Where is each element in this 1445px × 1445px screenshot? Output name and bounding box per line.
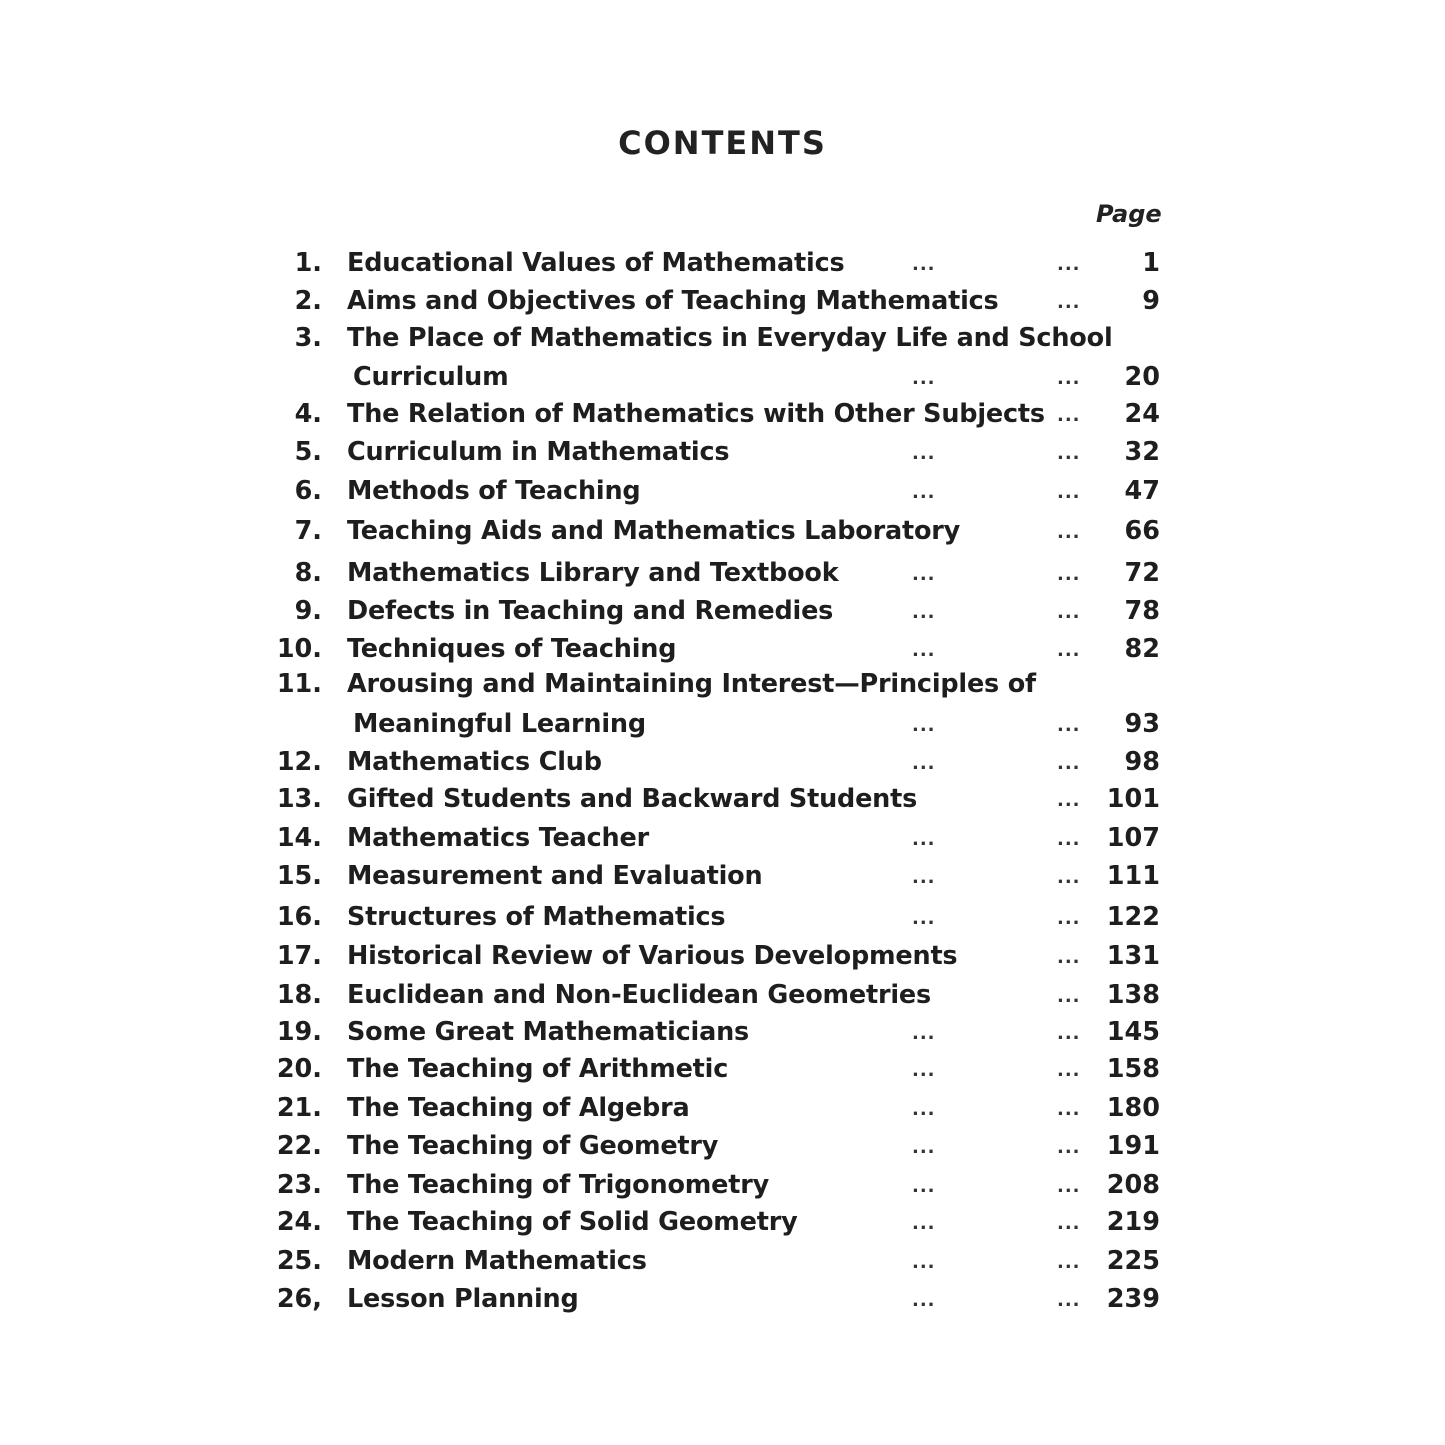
toc-entry-number: 26, (276, 1284, 322, 1314)
toc-entry-title: The Teaching of Algebra (347, 1093, 690, 1123)
leader-dots: ... (912, 1023, 936, 1044)
toc-entry-title: The Teaching of Solid Geometry (347, 1207, 798, 1237)
leader-dots: ... (1057, 482, 1081, 503)
toc-entry-page-number: 239 (1106, 1284, 1160, 1314)
toc-entry (0, 630, 1445, 668)
toc-entry (0, 665, 1445, 703)
toc-entry-number: 11. (276, 669, 322, 699)
toc-entry-title: Techniques of Teaching (347, 634, 677, 664)
leader-dots: ... (912, 640, 936, 661)
toc-entry-title: Teaching Aids and Mathematics Laboratory (347, 516, 961, 546)
toc-entry (0, 472, 1445, 510)
toc-entry-title: Methods of Teaching (347, 476, 641, 506)
toc-entry (0, 1242, 1445, 1280)
leader-dots: ... (912, 1290, 936, 1311)
toc-entry-title: The Place of Mathematics in Everyday Life and School (347, 323, 1113, 353)
leader-dots: ... (1057, 947, 1081, 968)
toc-entry-page-number: 1 (1142, 248, 1160, 278)
toc-entry-title: Mathematics Library and Textbook (347, 558, 839, 588)
toc-entry (0, 433, 1445, 471)
toc-entry-page-number: 47 (1124, 476, 1160, 506)
toc-entry-number: 4. (294, 399, 322, 429)
leader-dots: ... (912, 443, 936, 464)
toc-entry (0, 282, 1445, 320)
toc-entry-page-number: 219 (1106, 1207, 1160, 1237)
toc-entry-page-number: 145 (1106, 1017, 1160, 1047)
toc-entry-page-number: 138 (1106, 980, 1160, 1010)
leader-dots: ... (912, 1137, 936, 1158)
toc-entry-title: Mathematics Teacher (347, 823, 649, 853)
leader-dots: ... (912, 1252, 936, 1273)
toc-entry-number: 16. (276, 902, 322, 932)
leader-dots: ... (1057, 443, 1081, 464)
leader-dots: ... (912, 1176, 936, 1197)
toc-entry-title: Euclidean and Non-Euclidean Geometries (347, 980, 931, 1010)
toc-entry-number: 13. (276, 784, 322, 814)
leader-dots: ... (1057, 908, 1081, 929)
leader-dots: ... (1057, 715, 1081, 736)
toc-entry-title: Educational Values of Mathematics (347, 248, 845, 278)
leader-dots: ... (912, 254, 936, 275)
toc-entry-page-number: 24 (1124, 399, 1160, 429)
leader-dots: ... (912, 908, 936, 929)
toc-entry-page-number: 20 (1124, 362, 1160, 392)
toc-entry (0, 937, 1445, 975)
leader-dots: ... (912, 482, 936, 503)
page-column-label: Page (1096, 200, 1162, 228)
toc-entry-title: Gifted Students and Backward Students (347, 784, 918, 814)
toc-entry-title: Arousing and Maintaining Interest—Principles of (347, 669, 1036, 699)
leader-dots: ... (1057, 564, 1081, 585)
toc-entry (0, 592, 1445, 630)
toc-entry-title: Curriculum in Mathematics (347, 437, 730, 467)
toc-entry-page-number: 107 (1106, 823, 1160, 853)
toc-entry (0, 1203, 1445, 1241)
toc-entry (0, 1280, 1445, 1318)
leader-dots: ... (1057, 829, 1081, 850)
toc-entry (0, 554, 1445, 592)
leader-dots: ... (1057, 640, 1081, 661)
toc-entry (0, 395, 1445, 433)
toc-entry-number: 10. (276, 634, 322, 664)
leader-dots: ... (1057, 405, 1081, 426)
toc-entry-continuation (0, 705, 1445, 743)
toc-entry-title: Measurement and Evaluation (347, 861, 763, 891)
toc-entry-title: Structures of Mathematics (347, 902, 726, 932)
leader-dots: ... (912, 867, 936, 888)
toc-entry-number: 7. (294, 516, 322, 546)
leader-dots: ... (1057, 602, 1081, 623)
toc-entry (0, 319, 1445, 357)
leader-dots: ... (1057, 867, 1081, 888)
toc-entry (0, 857, 1445, 895)
toc-entry (0, 819, 1445, 857)
toc-entry-page-number: 82 (1124, 634, 1160, 664)
toc-entry-number: 6. (294, 476, 322, 506)
toc-entry (0, 1089, 1445, 1127)
toc-entry (0, 976, 1445, 1014)
toc-entry-number: 24. (276, 1207, 322, 1237)
toc-entry-page-number: 158 (1106, 1054, 1160, 1084)
toc-entry-page-number: 9 (1142, 286, 1160, 316)
leader-dots: ... (1057, 254, 1081, 275)
toc-entry-title: Lesson Planning (347, 1284, 579, 1314)
toc-entry-number: 18. (276, 980, 322, 1010)
toc-entry-title: Historical Review of Various Developments (347, 941, 958, 971)
leader-dots: ... (1057, 292, 1081, 313)
toc-entry-page-number: 131 (1106, 941, 1160, 971)
toc-entry-continuation (0, 358, 1445, 396)
toc-entry-number: 17. (276, 941, 322, 971)
page-title: CONTENTS (618, 124, 827, 162)
toc-entry-number: 23. (276, 1170, 322, 1200)
leader-dots: ... (1057, 1060, 1081, 1081)
leader-dots: ... (1057, 1099, 1081, 1120)
toc-entry-title-continued: Meaningful Learning (353, 709, 646, 739)
toc-entry-number: 9. (294, 596, 322, 626)
toc-entry-title: The Teaching of Arithmetic (347, 1054, 729, 1084)
toc-entry-page-number: 32 (1124, 437, 1160, 467)
leader-dots: ... (912, 564, 936, 585)
toc-entry (0, 1166, 1445, 1204)
toc-entry-page-number: 72 (1124, 558, 1160, 588)
toc-entry-number: 8. (294, 558, 322, 588)
toc-entry-number: 22. (276, 1131, 322, 1161)
toc-entry-number: 5. (294, 437, 322, 467)
toc-entry-title: Aims and Objectives of Teaching Mathematics (347, 286, 999, 316)
toc-entry-number: 20. (276, 1054, 322, 1084)
toc-entry-number: 15. (276, 861, 322, 891)
toc-entry-number: 14. (276, 823, 322, 853)
leader-dots: ... (1057, 1213, 1081, 1234)
toc-entry (0, 780, 1445, 818)
toc-entry-page-number: 191 (1106, 1131, 1160, 1161)
leader-dots: ... (1057, 368, 1081, 389)
leader-dots: ... (1057, 790, 1081, 811)
leader-dots: ... (1057, 1023, 1081, 1044)
toc-entry (0, 244, 1445, 282)
toc-entry-number: 19. (276, 1017, 322, 1047)
toc-entry (0, 512, 1445, 550)
toc-entry-number: 2. (294, 286, 322, 316)
toc-entry-number: 25. (276, 1246, 322, 1276)
toc-entry-number: 3. (294, 323, 322, 353)
leader-dots: ... (1057, 1176, 1081, 1197)
toc-entry-title-continued: Curriculum (353, 362, 509, 392)
leader-dots: ... (912, 1099, 936, 1120)
leader-dots: ... (912, 829, 936, 850)
toc-entry-page-number: 225 (1106, 1246, 1160, 1276)
toc-entry-title: The Relation of Mathematics with Other Subjects (347, 399, 1045, 429)
toc-entry-page-number: 111 (1106, 861, 1160, 891)
toc-entry (0, 1050, 1445, 1088)
leader-dots: ... (1057, 522, 1081, 543)
toc-entry-page-number: 98 (1124, 747, 1160, 777)
toc-entry-page-number: 78 (1124, 596, 1160, 626)
toc-entry-number: 1. (294, 248, 322, 278)
leader-dots: ... (912, 602, 936, 623)
leader-dots: ... (1057, 753, 1081, 774)
leader-dots: ... (912, 1060, 936, 1081)
toc-entry-page-number: 66 (1124, 516, 1160, 546)
toc-entry-title: The Teaching of Geometry (347, 1131, 719, 1161)
toc-entry (0, 898, 1445, 936)
leader-dots: ... (912, 1213, 936, 1234)
toc-entry-title: Some Great Mathematicians (347, 1017, 750, 1047)
leader-dots: ... (1057, 1252, 1081, 1273)
toc-entry (0, 1013, 1445, 1051)
toc-entry-title: Defects in Teaching and Remedies (347, 596, 834, 626)
toc-entry-title: Modern Mathematics (347, 1246, 647, 1276)
leader-dots: ... (912, 753, 936, 774)
toc-entry-page-number: 208 (1106, 1170, 1160, 1200)
leader-dots: ... (1057, 1290, 1081, 1311)
leader-dots: ... (912, 715, 936, 736)
toc-entry-page-number: 180 (1106, 1093, 1160, 1123)
leader-dots: ... (1057, 1137, 1081, 1158)
toc-entry-page-number: 93 (1124, 709, 1160, 739)
toc-entry-number: 21. (276, 1093, 322, 1123)
toc-entry (0, 1127, 1445, 1165)
leader-dots: ... (1057, 986, 1081, 1007)
toc-entry (0, 743, 1445, 781)
toc-entry-page-number: 122 (1106, 902, 1160, 932)
toc-entry-title: Mathematics Club (347, 747, 602, 777)
toc-entry-page-number: 101 (1106, 784, 1160, 814)
toc-entry-title: The Teaching of Trigonometry (347, 1170, 770, 1200)
leader-dots: ... (912, 368, 936, 389)
toc-entry-number: 12. (276, 747, 322, 777)
